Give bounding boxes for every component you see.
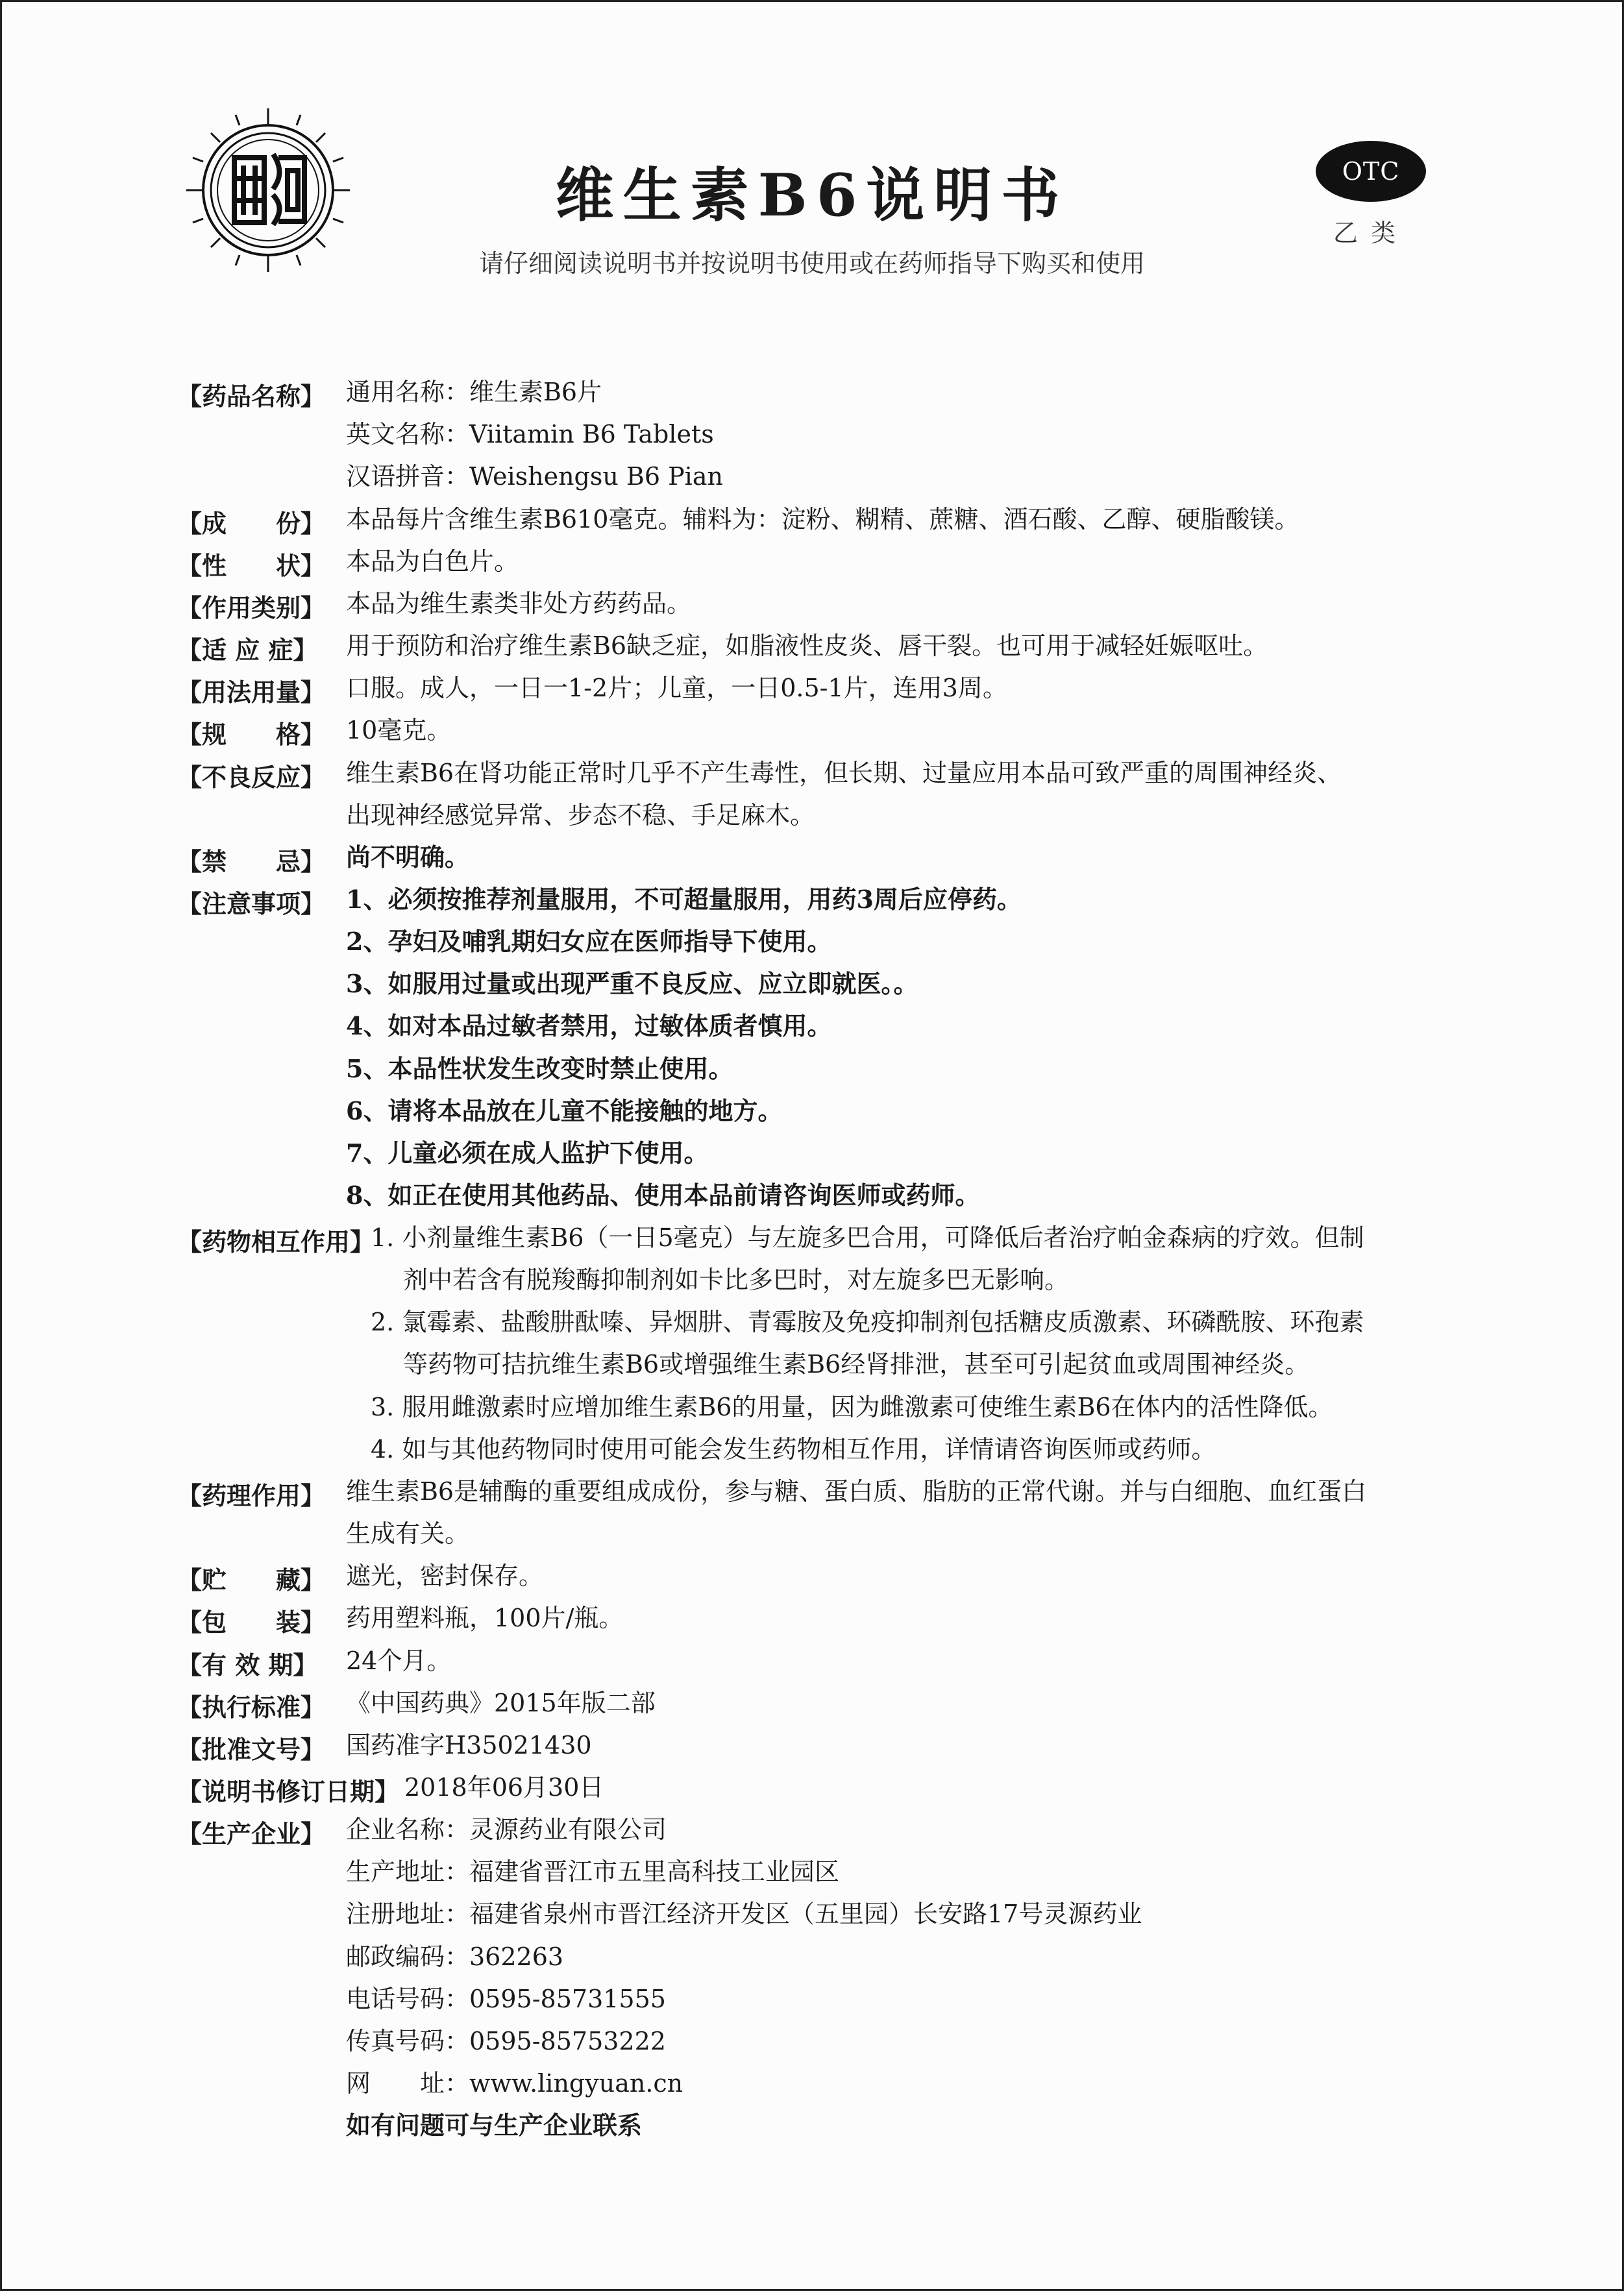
registered-address: 注册地址：福建省泉州市晋江经济开发区（五里园）长安路17号灵源药业 [346,1900,1142,1928]
label-standard: 【执行标准】 [177,1693,326,1722]
postal-code: 邮政编码：362263 [346,1942,564,1971]
otc-badge: OTC [1316,141,1426,202]
revision-date: 2018年06月30日 [404,1773,604,1802]
category-text: 本品为维生素类非处方药药品。 [346,589,692,618]
label-package: 【包 装】 [177,1608,326,1637]
approval-text: 国药准字H35021430 [346,1731,592,1759]
generic-name: 通用名称：维生素B6片 [346,378,602,406]
production-address: 生产地址：福建省晋江市五里高科技工业园区 [346,1857,840,1886]
dosage-text: 口服。成人，一日一1-2片；儿童，一日0.5-1片，连用3周。 [346,674,1007,702]
precaution-item: 1、必须按推荐剂量服用，不可超量服用，用药3周后应停药。 [346,885,1022,914]
spec-text: 10毫克。 [346,716,452,744]
precaution-item: 2、孕妇及哺乳期妇女应在医师指导下使用。 [346,927,832,956]
label-drug-name: 【药品名称】 [177,382,326,411]
pinyin-name: 汉语拼音：Weishengsu B6 Pian [346,462,723,491]
precaution-item: 6、请将本品放在儿童不能接触的地方。 [346,1096,783,1125]
label-validity: 【有 效 期】 [177,1650,318,1680]
package-text: 药用塑料瓶，100片/瓶。 [346,1604,624,1632]
label-revision: 【说明书修订日期】 [177,1777,400,1806]
label-appearance: 【性 状】 [177,551,326,580]
pharmacology-line: 生成有关。 [346,1519,470,1548]
ingredients-text: 本品每片含维生素B610毫克。辅料为：淀粉、糊精、蔗糖、酒石酸、乙醇、硬脂酸镁。 [346,505,1299,533]
label-spec: 【规 格】 [177,720,326,749]
label-category: 【作用类别】 [177,593,326,622]
label-contraindications: 【禁 忌】 [177,847,326,876]
precaution-item: 7、儿童必须在成人监护下使用。 [346,1138,709,1168]
reading-advice: 请仔细阅读说明书并按说明书使用或在药师指导下购买和使用 [478,249,1145,278]
contraindications-text: 尚不明确。 [346,842,470,872]
contact-note: 如有问题可与生产企业联系 [346,2111,643,2140]
pharmacology-line: 维生素B6是辅酶的重要组成成份，参与糖、蛋白质、脂肪的正常代谢。并与白细胞、血红蛋白 [346,1477,1367,1506]
interaction-item: 4. 如与其他药物同时使用可能会发生药物相互作用，详情请咨询医师或药师。 [371,1435,1216,1464]
fax-number: 传真号码：0595-85753222 [346,2027,666,2055]
indications-text: 用于预防和治疗维生素B6缺乏症，如脂液性皮炎、唇干裂。也可用于减轻妊娠呕吐。 [346,631,1268,660]
otc-class-label: 乙类 [1333,219,1409,247]
label-indications: 【适 应 症】 [177,635,318,665]
precaution-item: 8、如正在使用其他药品、使用本品前请咨询医师或药师。 [346,1181,980,1210]
storage-text: 遮光，密封保存。 [346,1562,544,1590]
interaction-item: 1. 小剂量维生素B6（一日5毫克）与左旋多巴合用，可降低后者治疗帕金森病的疗效。但制 [371,1223,1364,1252]
page-title: 维生素B6说明书 [555,161,1069,230]
phone-number: 电话号码：0595-85731555 [346,1985,666,2013]
label-manufacturer: 【生产企业】 [177,1819,326,1848]
company-name: 企业名称：灵源药业有限公司 [346,1815,667,1844]
website: 网 址：www.lingyuan.cn [346,2069,683,2098]
adverse-line: 维生素B6在肾功能正常时几乎不产生毒性，但长期、过量应用本品可致严重的周围神经炎、 [346,759,1342,787]
interaction-item: 等药物可拮抗维生素B6或增强维生素B6经肾排泄，甚至可引起贫血或周围神经炎。 [403,1350,1310,1378]
adverse-line: 出现神经感觉异常、步态不稳、手足麻木。 [346,801,815,829]
label-storage: 【贮 藏】 [177,1565,326,1595]
label-adverse: 【不良反应】 [177,763,326,792]
interaction-item: 剂中若含有脱羧酶抑制剂如卡比多巴时，对左旋多巴无影响。 [403,1266,1070,1294]
label-interactions: 【药物相互作用】 [177,1227,375,1256]
precaution-item: 5、本品性状发生改变时禁止使用。 [346,1054,733,1083]
appearance-text: 本品为白色片。 [346,547,519,576]
english-name: 英文名称：Viitamin B6 Tablets [346,420,714,448]
label-precautions: 【注意事项】 [177,889,326,918]
precaution-item: 3、如服用过量或出现严重不良反应、应立即就医。。 [346,969,918,998]
interaction-item: 2. 氯霉素、盐酸肼酞嗪、异烟肼、青霉胺及免疫抑制剂包括糖皮质激素、环磷酰胺、环孢素 [371,1308,1364,1336]
standard-text: 《中国药典》2015年版二部 [346,1689,656,1717]
precaution-item: 4、如对本品过敏者禁用，过敏体质者慎用。 [346,1011,832,1040]
label-approval: 【批准文号】 [177,1735,326,1764]
label-ingredients: 【成 份】 [177,509,326,538]
label-dosage: 【用法用量】 [177,678,326,707]
validity-text: 24个月。 [346,1647,452,1675]
interaction-item: 3. 服用雌激素时应增加维生素B6的用量，因为雌激素可使维生素B6在体内的活性降低。 [371,1393,1333,1421]
label-pharmacology: 【药理作用】 [177,1481,326,1510]
